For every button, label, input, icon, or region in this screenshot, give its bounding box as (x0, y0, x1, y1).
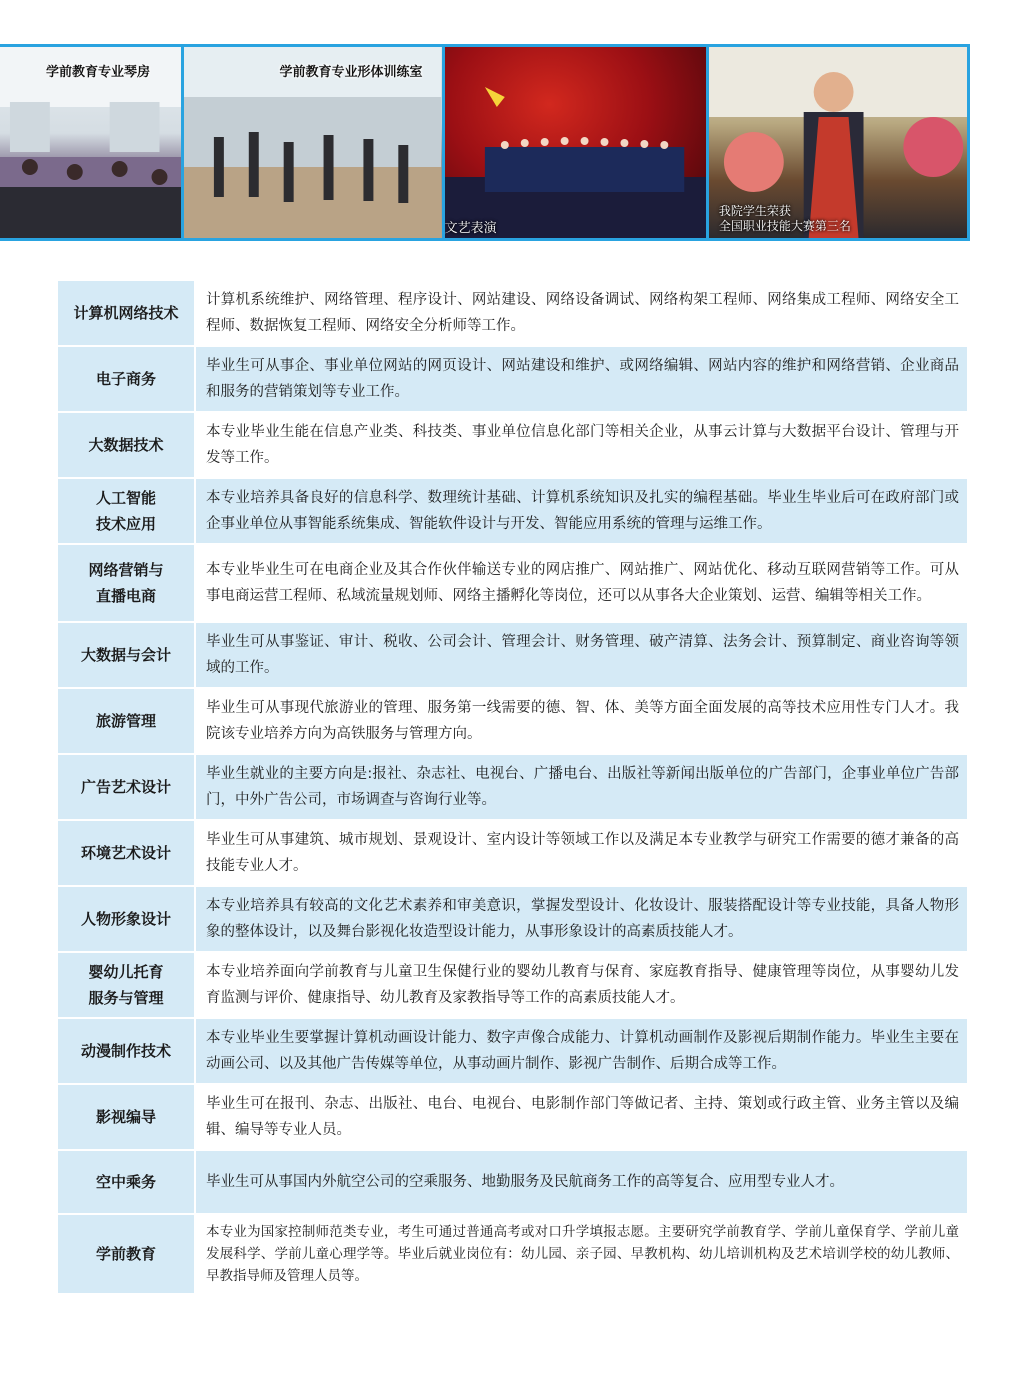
table-row (58, 953, 967, 1017)
major-name: 空中乘务 (58, 1151, 196, 1213)
major-description: 毕业生可从事建筑、城市规划、景观设计、室内设计等领域工作以及满足本专业教学与研究工作需要的德才兼备的高技能专业人才。 (196, 821, 967, 885)
table-row (58, 1151, 967, 1213)
photo-award-student (709, 47, 967, 238)
major-name: 婴幼儿托育 服务与管理 (58, 953, 196, 1017)
table-row (58, 887, 967, 951)
major-description: 本专业毕业生能在信息产业类、科技类、事业单位信息化部门等相关企业，从事云计算与大数据平台设计、管理与开发等工作。 (196, 413, 967, 477)
table-row (58, 1215, 967, 1293)
major-description: 本专业培养面向学前教育与儿童卫生保健行业的婴幼儿教育与保育、家庭教育指导、健康管理等岗位，从事婴幼儿发育监测与评价、健康指导、幼儿教育及家教指导等工作的高素质技能人才。 (196, 953, 967, 1017)
table-row (58, 821, 967, 885)
major-name: 动漫制作技术 (58, 1019, 196, 1083)
photo-dance-room (184, 47, 441, 238)
table-row (58, 545, 967, 621)
major-description: 毕业生可从事国内外航空公司的空乘服务、地勤服务及民航商务工作的高等复合、应用型专业人才。 (196, 1151, 967, 1213)
table-row (58, 1019, 967, 1083)
photo-strip (0, 44, 970, 241)
major-description: 毕业生可从事鉴证、审计、税收、公司会计、管理会计、财务管理、破产清算、法务会计、预算制定、商业咨询等领域的工作。 (196, 623, 967, 687)
major-name: 人物形象设计 (58, 887, 196, 951)
table-row (58, 689, 967, 753)
major-description: 本专业毕业生可在电商企业及其合作伙伴输送专业的网店推广、网站推广、网站优化、移动互联网营销等工作。可从事电商运营工程师、私域流量规划师、网络主播孵化等岗位，还可以从事各大企业策划、运营、编辑等相关工作。 (196, 545, 967, 621)
photo-caption (719, 204, 851, 234)
major-description: 本专业培养具有较高的文化艺术素养和审美意识，掌握发型设计、化妆设计、服装搭配设计等专业技能，具备人物形象的整体设计，以及舞台影视化妆造型设计能力，从事形象设计的高素质技能人才。 (196, 887, 967, 951)
major-name: 影视编导 (58, 1085, 196, 1149)
photo-caption: 文艺表演 (444, 221, 497, 236)
majors-table (58, 279, 967, 1295)
major-description: 毕业生可从事现代旅游业的管理、服务第一线需要的德、智、体、美等方面全面发展的高等技术应用性专门人才。我院该专业培养方向为高铁服务与管理方向。 (196, 689, 967, 753)
major-name: 旅游管理 (58, 689, 196, 753)
caption-line: 全国职业技能大赛第三名 (718, 219, 851, 233)
major-description: 本专业培养具备良好的信息科学、数理统计基础、计算机系统知识及扎实的编程基础。毕业生毕业后可在政府部门或企事业单位从事智能系统集成、智能软件设计与开发、智能应用系统的管理与运维工作。 (196, 479, 967, 543)
major-description: 毕业生就业的主要方向是:报社、杂志社、电视台、广播电台、出版社等新闻出版单位的广告部门，企事业单位广告部门，中外广告公司，市场调查与咨询行业等。 (196, 755, 967, 819)
major-description: 本专业为国家控制师范类专业，考生可通过普通高考或对口升学填报志愿。主要研究学前教育学、学前儿童保育学、学前儿童发展科学、学前儿童心理学等。毕业后就业岗位有：幼儿园、亲子园、早教机构、幼儿培训机构及艺术培训学校的幼儿教师、早教指导师及管理人员等。 (196, 1215, 967, 1293)
table-row (58, 623, 967, 687)
major-name: 网络营销与 直播电商 (58, 545, 196, 621)
table-row (58, 755, 967, 819)
table-row (58, 479, 967, 543)
photo-caption: 学前教育专业形体训练室 (279, 65, 423, 80)
major-name: 环境艺术设计 (58, 821, 196, 885)
table-row (58, 413, 967, 477)
major-name: 大数据技术 (58, 413, 196, 477)
major-name: 广告艺术设计 (58, 755, 196, 819)
photo-performance (445, 47, 706, 238)
photo-caption: 学前教育专业琴房 (46, 65, 151, 80)
major-name: 学前教育 (58, 1215, 196, 1293)
major-description: 本专业毕业生要掌握计算机动画设计能力、数字声像合成能力、计算机动画制作及影视后期制作能力。毕业生主要在动画公司、以及其他广告传媒等单位，从事动画片制作、影视广告制作、后期合成等工作。 (196, 1019, 967, 1083)
major-description: 毕业生可从事企、事业单位网站的网页设计、网站建设和维护、或网络编辑、网站内容的维护和网络营销、企业商品和服务的营销策划等专业工作。 (196, 347, 967, 411)
performance-image (445, 47, 706, 238)
major-description: 计算机系统维护、网络管理、程序设计、网站建设、网络设备调试、网络构架工程师、网络集成工程师、网络安全工程师、数据恢复工程师、网络安全分析师等工作。 (196, 281, 967, 345)
major-description: 毕业生可在报刊、杂志、出版社、电台、电视台、电影制作部门等做记者、主持、策划或行政主管、业务主管以及编辑、编导等专业人员。 (196, 1085, 967, 1149)
caption-line: 我院学生荣获 (718, 204, 791, 218)
photo-piano-room (0, 47, 181, 238)
major-name: 大数据与会计 (58, 623, 196, 687)
major-name: 电子商务 (58, 347, 196, 411)
major-name: 计算机网络技术 (58, 281, 196, 345)
table-row (58, 347, 967, 411)
major-name: 人工智能 技术应用 (58, 479, 196, 543)
table-row (58, 281, 967, 345)
table-row (58, 1085, 967, 1149)
